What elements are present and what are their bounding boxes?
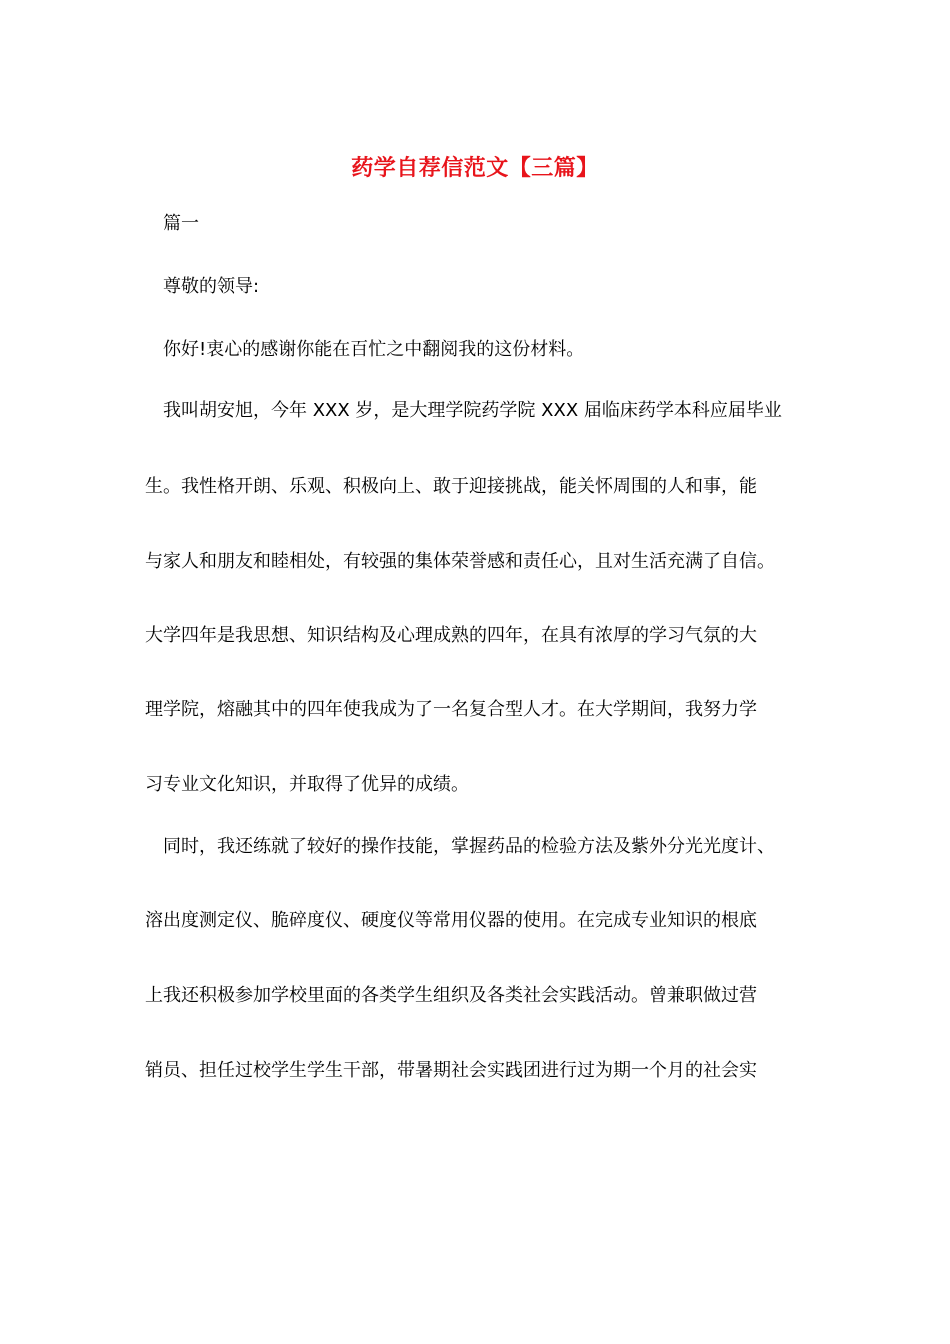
body-line: 与家人和朋友和睦相处，有较强的集体荣誉感和责任心，且对生活充满了自信。 [145,551,775,572]
body-line: 上我还积极参加学校里面的各类学生组织及各类社会实践活动。曾兼职做过营 [145,985,757,1006]
body-line: 销员、担任过校学生学生干部，带暑期社会实践团进行过为期一个月的社会实 [145,1060,757,1081]
body-line: 习专业文化知识，并取得了优异的成绩。 [145,774,469,795]
body-line: 同时，我还练就了较好的操作技能，掌握药品的检验方法及紫外分光光度计、 [163,836,775,857]
document-title: 药学自荐信范文【三篇】 [351,156,599,181]
body-line: 我叫胡安旭，今年 XXX 岁，是大理学院药学院 XXX 届临床药学本科应届毕业 [163,400,782,421]
body-line: 生。我性格开朗、乐观、积极向上、敢于迎接挑战，能关怀周围的人和事，能 [145,476,757,497]
greeting-line: 你好!衷心的感谢你能在百忙之中翻阅我的这份材料。 [163,339,585,360]
body-line: 理学院，熔融其中的四年使我成为了一名复合型人才。在大学期间，我努力学 [145,699,757,720]
section-heading: 篇一 [163,213,199,234]
body-line: 大学四年是我思想、知识结构及心理成熟的四年，在具有浓厚的学习气氛的大 [145,625,757,646]
salutation: 尊敬的领导: [163,276,260,297]
body-line: 溶出度测定仪、脆碎度仪、硬度仪等常用仪器的使用。在完成专业知识的根底 [145,910,757,931]
